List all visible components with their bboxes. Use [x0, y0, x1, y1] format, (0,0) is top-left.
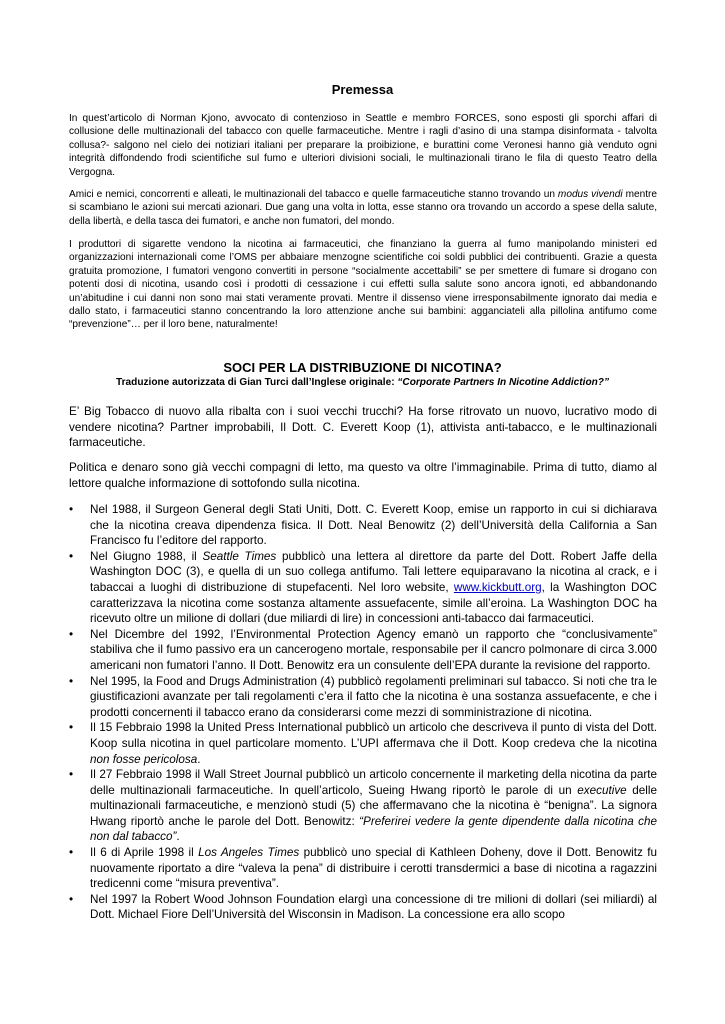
bullet-icon: •: [69, 674, 74, 688]
list-item: [69, 502, 657, 549]
list-item: [69, 720, 657, 767]
bullet-icon: •: [69, 721, 74, 735]
bullet-icon: •: [69, 627, 74, 641]
italic-text: executive: [577, 783, 627, 797]
bullet-icon: •: [69, 549, 74, 563]
text-run: .: [197, 752, 201, 766]
text-run: Nel Dicembre del 1992, l’Environmental Protection Agency emanò un rapporto che “conclusivamente” stabiliva che il fumo passivo era un cancerogeno mortale, responsabile per il cancro polmonare di circa 3.000 americani non fumatori l’anno. Il Dott. Benowitz era un consulente dell’EPA durante la revisione del rapporto.: [90, 627, 657, 672]
text-run: mentre si scambiano le azioni sui mercati azionari. Due gang una volta in lotta, esse stanno ora trovando un accordo a spese della salute, della libertà, e della tasca dei fumatori, e anche non fumatori, del mondo.: [69, 189, 657, 227]
bullet-icon: •: [69, 846, 74, 860]
text-run: pubblicò una lettera al direttore da parte del Dott. Robert Jaffe della Washington DOC (3), e quella di un suo collega antifumo. Tali lettere equiparavano la nicotina al crack, e i tabaccai a luoghi di distribuzione di stupefacenti. Nel loro website,: [90, 549, 657, 594]
text-run: , la Washington DOC caratterizzava la nicotina come sostanza altamente assuefacente, simile all’eroina. La Washington DOC ha ricevuto oltre un milione di dollari (due miliardi di lire) in concessioni anti-tabacco dai farmaceutici.: [90, 580, 658, 626]
italic-text: “Corporate Partners In Nicotine Addiction?”: [397, 377, 609, 388]
italic-text: Los Angeles Times: [198, 846, 300, 860]
bullet-icon: •: [69, 892, 74, 906]
text-run: delle multinazionali farmaceutiche, e menzionò studi (5) che affermavano che la nicotina è “benigna”. La signora Hwang riportò anche le parole del Dott. Benowitz:: [90, 783, 657, 828]
text-run: Nel Giugno 1988, il: [90, 549, 203, 563]
text-run: Nel 1988, il Surgeon General degli Stati Uniti, Dott. C. Everett Koop, emise un rapporto in cui si dichiarava che la nicotina creava dipendenza fisica. Il Dott. Neal Benowitz (2) dell’Università della California a San Francisco fu l’editore del rapporto.: [90, 503, 657, 548]
text-run: .: [176, 830, 180, 844]
bullet-icon: •: [69, 503, 74, 516]
premessa-paragraph-3: I produttori di sigarette vendono la nicotina ai farmaceutici, che finanziano la guerra al fumo manipolando ministeri ed organizzazioni internazionali come l’OMS per abbaiare menzogne scientifiche coi soldi pubblici dei contribuenti. Grazie a questa gratuita promozione, I fumatori vengono convertiti in persone “socialmente accettabili” se per smettere di fumare si drogano con potenti dosi di nicotina, usando così i prodotti di cessazione i cui effetti sulla salute sono ancora ignoti, ed abbandonando un’abitudine i cui danni non sono mai stati veramente provati. Mentre il dissenso viene irresponsabilmente ignorato dai media e dallo stato, i farmaceutici stanno concentrando la loro attenzione anche sui bambini: agganciateli alla pillolina antifumo come “prevenzione”… per il loro bene, naturalmente!: [69, 239, 657, 331]
text-run: Nel 1997 la Robert Wood Johnson Foundation elargì una concessione di tre milioni di dollari (sei miliardi) al Dott. Michael Fiore Dell’Università del Wisconsin in Madison. La concessione era allo scopo: [90, 892, 657, 922]
italic-text: modus vivendi: [557, 189, 623, 200]
list-item: [69, 845, 657, 892]
text-run: Il 27 Febbraio 1998 il Wall Street Journal pubblicò un articolo concernente il marketing della nicotina da parte delle multinazionali farmaceutiche. In quell’articolo, Sueing Hwang riportò le parole di un: [90, 768, 657, 797]
text-run: Amici e nemici, concorrenti e alleati, le multinazionali del tabacco e quelle farmaceutiche stanno trovando un: [69, 189, 558, 200]
article-title: SOCI PER LA DISTRIBUZIONE DI NICOTINA?: [223, 360, 502, 375]
bullet-list: [69, 502, 657, 923]
text-run: Traduzione autorizzata di Gian Turci dall’Inglese originale:: [116, 377, 398, 388]
list-item: [69, 549, 657, 627]
premessa-heading: Premessa: [331, 82, 394, 97]
premessa-paragraph-2: [69, 188, 657, 228]
list-item: [69, 892, 657, 923]
text-run: Il 6 di Aprile 1998 il: [90, 846, 199, 860]
text-run: Il 15 Febbraio 1998 la United Press International pubblicò un articolo che descriveva il punto di vista del Dott. Koop sulla nicotina in quel particolare momento. L’UPI affermava che il Dott. Koop credeva che la nicotina: [90, 721, 657, 750]
italic-text: Seattle Times: [202, 549, 277, 563]
list-item: [69, 674, 657, 721]
text-run: Nel 1995, la Food and Drugs Administration (4) pubblicò regolamenti preliminari sul tabacco. Si noti che tra le giustificazioni avanzate per tali regolamenti c’era il fatto che la nicotina è una sostanza assuefacente, e che i prodotti concernenti il tabacco erano da considerarsi come mezzi di somministrazione di nicotina.: [90, 674, 657, 719]
italic-text: “Preferirei vedere la gente dipendente dalla nicotina che non dal tabacco”: [90, 814, 657, 844]
article-paragraph-2: Politica e denaro sono già vecchi compagni di letto, ma questo va oltre l’immaginabile. Prima di tutto, diamo al lettore qualche informazione di sottofondo sulla nicotina.: [69, 461, 657, 490]
article-subtitle: [0, 377, 725, 388]
list-item: [69, 767, 657, 845]
italic-text: non fosse pericolosa: [90, 752, 198, 766]
article-paragraph-1: E’ Big Tobacco di nuovo alla ribalta con i suoi vecchi trucchi? Ha forse ritrovato un nuovo, lucrativo modo di vendere nicotina? Partner improbabili, Il Dott. C. Everett Koop (1), attivista anti-tabacco, e le multinazionali farmaceutiche.: [69, 405, 657, 450]
text-run: pubblicò uno special di Kathleen Doheny, dove il Dott. Benowitz fu nuovamente riportato a dire “valeva la pena” di distribuire i cerotti transdermici a base di nicotina a ragazzini tredicenni come “misura preventiva”.: [90, 846, 657, 891]
kickbutt-link[interactable]: www.kickbutt.org: [453, 580, 542, 594]
premessa-paragraph-1: In quest’articolo di Norman Kjono, avvocato di contenzioso in Seattle e membro FORCES, sono esposti gli sporchi affari di collusione delle multinazionali del tabacco con quelle farmaceutiche. Mentre i ragli d’asino di una stampa disinformata - talvolta collusa?- salgono nel cielo dei notiziari italiani per preparare la proibizione, e burattini come Veronesi hanno già venduto ogni integrità diffondendo frodi scientifiche sul fumo e ulteriori divisioni sociali, le multinazionali tirano le fila di questo Teatro della Vergogna.: [69, 113, 657, 178]
list-item: [69, 627, 657, 674]
bullet-icon: •: [69, 768, 74, 782]
